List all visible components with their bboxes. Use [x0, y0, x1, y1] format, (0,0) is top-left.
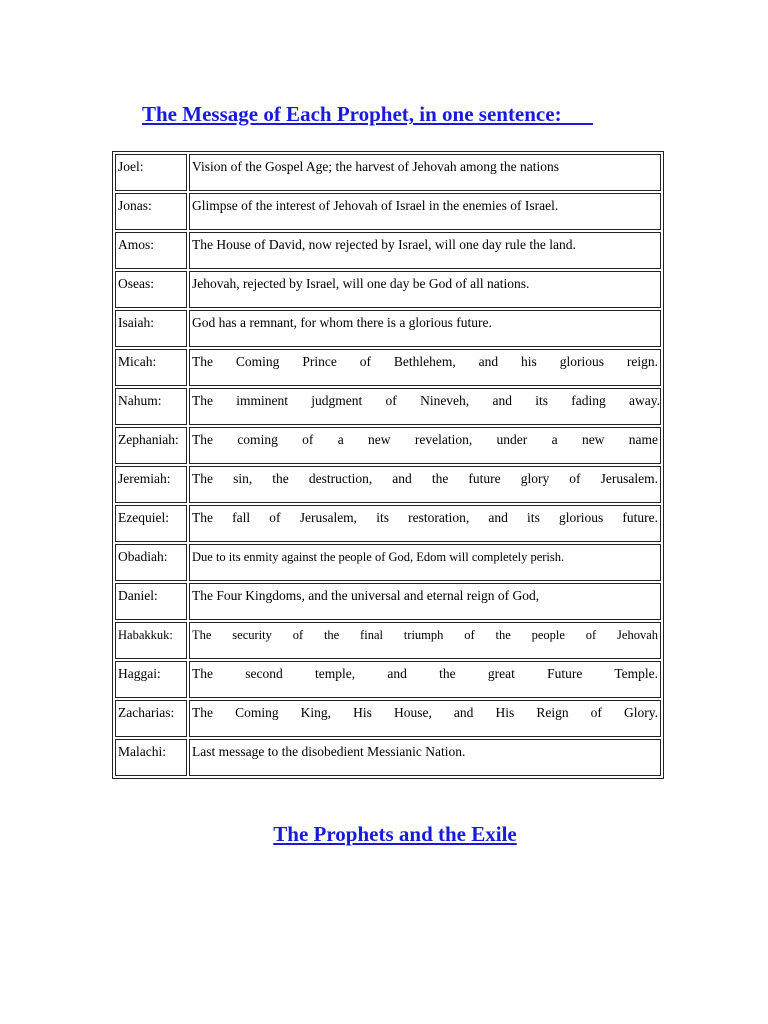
table-row [115, 505, 661, 542]
table-row [115, 544, 661, 581]
prophet-name: Habakkuk: [115, 622, 187, 659]
prophet-name: Nahum: [115, 388, 187, 425]
prophet-message: The Coming King, His House, and His Reign of Glory. [189, 700, 661, 737]
prophet-name: Micah: [115, 349, 187, 386]
prophet-message: The coming of a new revelation, under a new name [189, 427, 661, 464]
table-row [115, 232, 661, 269]
prophet-message: Due to its enmity against the people of God, Edom will completely perish. [189, 544, 661, 581]
prophet-message: God has a remnant, for whom there is a glorious future. [189, 310, 661, 347]
prophet-name: Obadiah: [115, 544, 187, 581]
prophet-name: Malachi: [115, 739, 187, 776]
table-row [115, 427, 661, 464]
prophet-name: Amos: [115, 232, 187, 269]
prophet-message: The House of David, now rejected by Israel, will one day rule the land. [189, 232, 661, 269]
page-title: The Message of Each Prophet, in one sentence: [142, 102, 594, 126]
prophet-message: Jehovah, rejected by Israel, will one day be God of all nations. [189, 271, 661, 308]
prophet-name: Haggai: [115, 661, 187, 698]
prophet-message: The fall of Jerusalem, its restoration, and its glorious future. [189, 505, 661, 542]
prophet-message: The Four Kingdoms, and the universal and eternal reign of God, [189, 583, 661, 620]
prophet-message: Glimpse of the interest of Jehovah of Israel in the enemies of Israel. [189, 193, 661, 230]
table-row [115, 661, 661, 698]
table-row [115, 154, 661, 191]
prophet-message: The security of the final triumph of the people of Jehovah [189, 622, 661, 659]
prophet-name: Ezequiel: [115, 505, 187, 542]
prophet-name: Jeremiah: [115, 466, 187, 503]
table-row [115, 310, 661, 347]
prophet-name: Zacharias: [115, 700, 187, 737]
table-row [115, 193, 661, 230]
prophet-message: The sin, the destruction, and the future glory of Jerusalem. [189, 466, 661, 503]
table-row [115, 622, 661, 659]
section-title: The Prophets and the Exile [273, 822, 517, 846]
table-row [115, 466, 661, 503]
prophet-message: The imminent judgment of Nineveh, and its fading away. [189, 388, 661, 425]
prophet-name: Isaiah: [115, 310, 187, 347]
table-row [115, 349, 661, 386]
table-row [115, 739, 661, 776]
prophet-message: The second temple, and the great Future Temple. [189, 661, 661, 698]
prophet-name: Oseas: [115, 271, 187, 308]
table-row [115, 583, 661, 620]
table-row [115, 700, 661, 737]
prophet-name: Daniel: [115, 583, 187, 620]
prophet-message: Vision of the Gospel Age; the harvest of Jehovah among the nations [189, 154, 661, 191]
prophet-name: Zephaniah: [115, 427, 187, 464]
prophet-name: Joel: [115, 154, 187, 191]
prophet-name: Jonas: [115, 193, 187, 230]
prophet-message: The Coming Prince of Bethlehem, and his glorious reign. [189, 349, 661, 386]
prophet-message-table [112, 151, 664, 779]
prophet-message: Last message to the disobedient Messianic Nation. [189, 739, 661, 776]
table-row [115, 271, 661, 308]
table-row [115, 388, 661, 425]
